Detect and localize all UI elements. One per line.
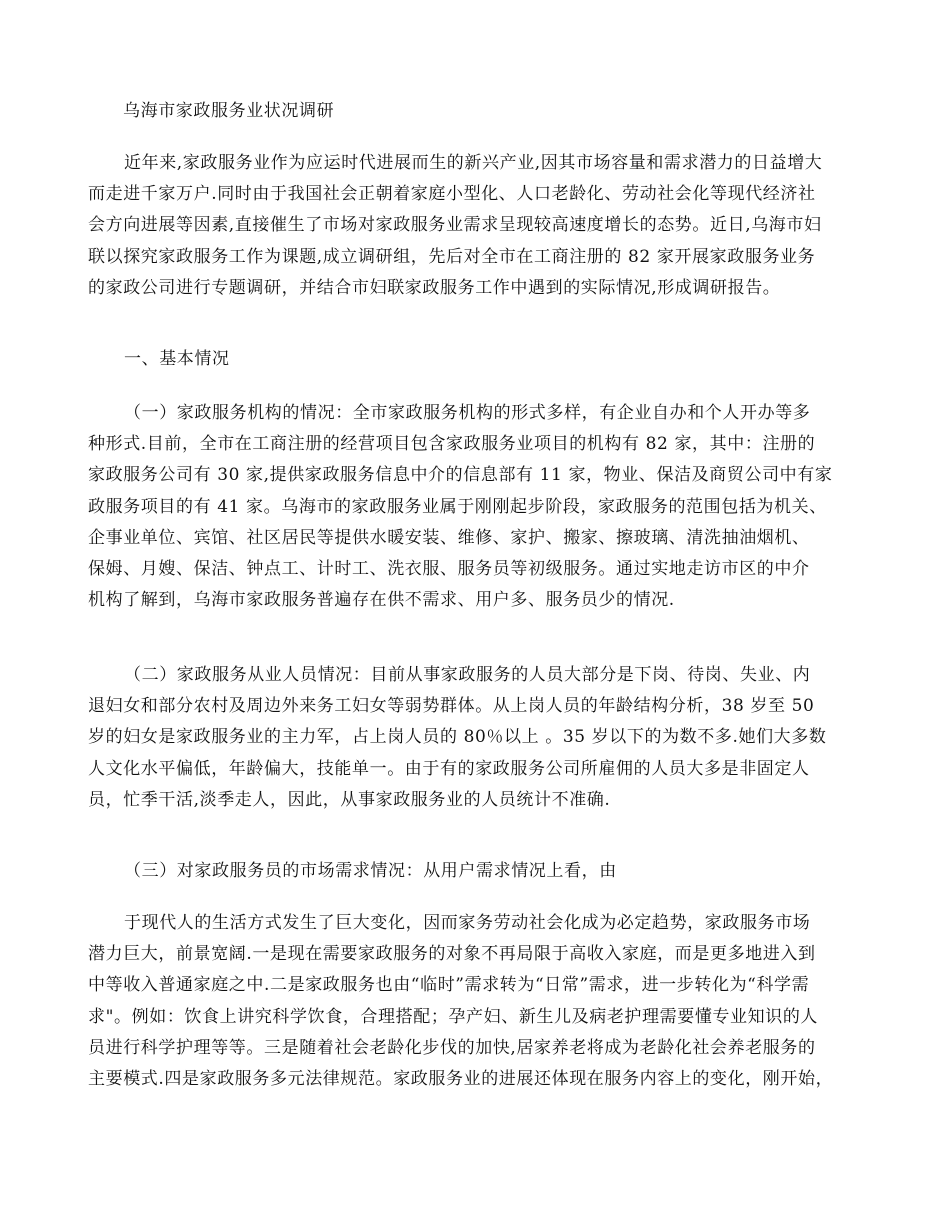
text-line: 中等收入普通家庭之中.二是家政服务也由“临时”需求转为“日常”需求，进一步转化为“科学需 [88, 975, 810, 996]
text-line: 的家政公司进行专题调研，并结合市妇联家政服务工作中遇到的实际情况,形成调研报告。 [88, 277, 781, 298]
paragraph-agencies [88, 398, 868, 616]
text-line: 联以探究家政服务工作为课题,成立调研组，先后对全市在工商注册的 82 家开展家政服务业务 [88, 246, 816, 267]
text-line: 潜力巨大，前景宽阔.一是现在需要家政服务的对象不再局限于高收入家庭，而是更多地进入到 [88, 944, 816, 965]
document-title [123, 96, 903, 127]
text-line: 机构了解到，乌海市家政服务普遍存在供不需求、用户多、服务员少的情况. [88, 590, 675, 611]
text-line: 于现代人的生活方式发生了巨大变化，因而家务劳动社会化成为必定趋势，家政服务市场 [124, 913, 811, 933]
intro-paragraph [88, 148, 868, 304]
text-line: （二）家政服务从业人员情况：目前从事家政服务的人员大部分是下岗、待岗、失业、内 [124, 665, 811, 685]
text-line: 主要模式.四是家政服务多元法律规范。家政服务业的进展还体现在服务内容上的变化，刚开始， [88, 1068, 834, 1089]
title-text: 乌海市家政服务业状况调研 [123, 101, 335, 121]
heading-text: 一、基本情况 [124, 349, 230, 369]
text-line: 人文化水平偏低，年龄偏大，技能单一。由于有的家政服务公司所雇佣的人员大多是非固定人 [88, 758, 810, 779]
text-line: 求"。例如：饮食上讲究科学饮食，合理搭配；孕产妇、新生儿及病老护理需要懂专业知识的人 [88, 1006, 819, 1027]
text-line: （一）家政服务机构的情况：全市家政服务机构的形式多样，有企业自办和个人开办等多 [124, 403, 811, 423]
paragraph-demand [88, 908, 868, 1095]
text-line: 而走进千家万户.同时由于我国社会正朝着家庭小型化、人口老龄化、劳动社会化等现代经济社 [88, 184, 816, 205]
text-line: 家政服务公司有 30 家,提供家政服务信息中介的信息部有 11 家，物业、保洁及商贸公司中有家 [88, 465, 833, 486]
text-line: 保姆、月嫂、保洁、钟点工、计时工、洗衣服、服务员等初级服务。通过实地走访市区的中介 [88, 558, 810, 579]
text-line: 近年来,家政服务业作为应运时代进展而生的新兴产业,因其市场容量和需求潜力的日益增大 [124, 153, 823, 173]
section-heading [88, 344, 868, 375]
text-line: 企事业单位、宾馆、社区居民等提供水暖安装、维修、家护、搬家、擦玻璃、清洗抽油烟机、 [88, 527, 810, 548]
paragraph-demand-heading [88, 856, 868, 887]
text-line: 岁的妇女是家政服务业的主力军，占上岗人员的 80％以上 。35 岁以下的为数不多.她们大多数 [88, 727, 827, 748]
text-line: 员进行科学护理等等。三是随着社会老龄化步伐的加快,居家养老将成为老龄化社会养老服务的 [88, 1037, 816, 1058]
paragraph-workers [88, 660, 868, 816]
text-line: 政服务项目的有 41 家。乌海市的家政服务业属于刚刚起步阶段，家政服务的范围包括为机关、 [88, 496, 827, 517]
text-line: （三）对家政服务员的市场需求情况：从用户需求情况上看，由 [124, 861, 617, 881]
text-line: 员，忙季干活,淡季走人，因此，从事家政服务业的人员统计不准确. [88, 789, 611, 810]
text-line: 会方向进展等因素,直接催生了市场对家政服务业需求呈现较高速度增长的态势。近日,乌海市妇 [88, 215, 822, 236]
text-line: 种形式.目前，全市在工商注册的经营项目包含家政服务业项目的机构有 82 家，其中：注册的 [88, 434, 816, 455]
text-line: 退妇女和部分农村及周边外来务工妇女等弱势群体。从上岗人员的年龄结构分析，38 岁至 50 [88, 696, 815, 717]
